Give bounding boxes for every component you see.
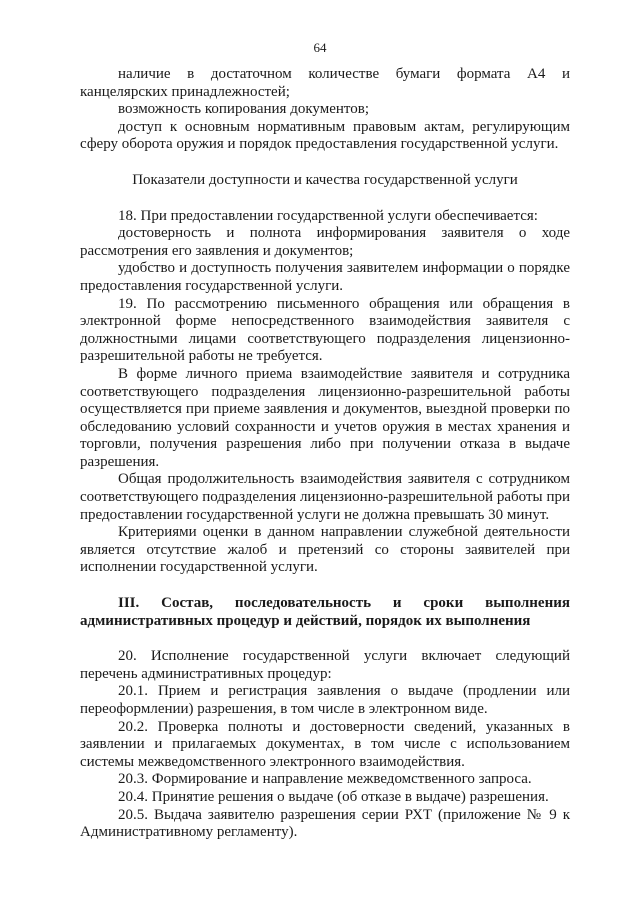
paragraph-18: 18. При предоставлении государственной услуги обеспечивается:	[118, 207, 538, 224]
paragraph-20-5: 20.5. Выдача заявителю разрешения серии РХТ (приложение № 9 к Административному регламенту).	[80, 806, 570, 841]
section-title: III. Состав, последовательность и сроки выполнения административных процедур и действий, порядок их выполнения	[80, 595, 570, 629]
paragraph-20: 20. Исполнение государственной услуги включает следующий перечень административных процедур:	[80, 648, 570, 682]
page-number: 64	[313, 40, 327, 55]
paragraph: достоверность и полнота информирования заявителя о ходе рассмотрения его заявления и документов;	[80, 225, 570, 259]
paragraph: наличие в достаточном количестве бумаги формата А4 и канцелярских принадлежностей;	[80, 66, 570, 100]
paragraph: удобство и доступность получения заявителем информации о порядке предоставления государственной услуги.	[80, 260, 570, 294]
paragraph: возможность копирования документов;	[118, 101, 370, 118]
paragraph: доступ к основным нормативным правовым актам, регулирующим сферу оборота оружия и порядок предоставления государственной услуги.	[80, 118, 570, 153]
paragraph-20-3: 20.3. Формирование и направление межведомственного запроса.	[118, 771, 532, 788]
paragraph: Критериями оценки в данном направлении служебной деятельности является отсутствие жалоб и претензий со стороны заявителей при исполнении государственной услуги.	[80, 524, 570, 576]
heading-quality: Показатели доступности и качества государственной услуги	[132, 171, 518, 188]
paragraph: В форме личного приема взаимодействие заявителя и сотрудника соответствующего подразделения лицензионно-разрешительной работы осуществляется при приеме заявления и документов, выездной проверки по обследованию условий сохранности и учетов оружия в местах хранения и торговли, получения разрешения либо при получении отказа в выдаче разрешения.	[80, 365, 570, 470]
paragraph-19: 19. По рассмотрению письменного обращения или обращения в электронной форме непосредственного взаимодействия заявителя с должностными лицами соответствующего подразделения лицензионно-разрешительной работы не требуется.	[80, 295, 570, 365]
paragraph: Общая продолжительность взаимодействия заявителя с сотрудником соответствующего подразделения лицензионно-разрешительной работы при предоставлении государственной услуги не должна превышать 30 минут.	[80, 471, 570, 523]
paragraph-20-4: 20.4. Принятие решения о выдаче (об отказе в выдаче) разрешения.	[118, 788, 549, 805]
paragraph-20-2: 20.2. Проверка полноты и достоверности сведений, указанных в заявлении и прилагаемых документах, в том числе с использованием системы межведомственного электронного взаимодействия.	[80, 718, 570, 770]
paragraph-20-1: 20.1. Прием и регистрация заявления о выдаче (продлении или переоформлении) разрешения, в том числе в электронном виде.	[80, 683, 570, 717]
document-body	[80, 66, 570, 842]
